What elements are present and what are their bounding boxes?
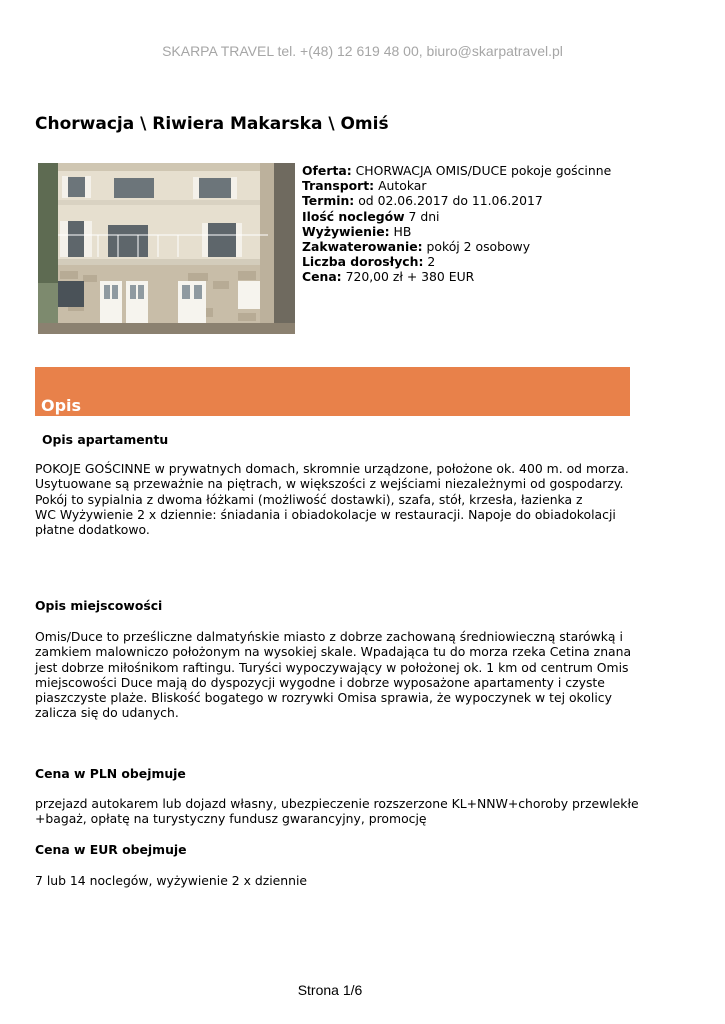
offer-row-cena: Cena: 720,00 zł + 380 EUR — [302, 269, 475, 285]
heading-opis-miejscowosci: Opis miejscowości — [35, 598, 163, 613]
page-header-contact: SKARPA TRAVEL tel. +(48) 12 619 48 00, biuro@skarpatravel.pl — [162, 43, 563, 59]
heading-opis-apartamentu: Opis apartamentu — [42, 432, 169, 447]
offer-details — [302, 163, 702, 285]
paragraph-cena-eur: 7 lub 14 noclegów, wyżywienie 2 x dziennie — [35, 873, 308, 888]
offer-row-oferta: Oferta: CHORWACJA OMIS/DUCE pokoje gościnne — [302, 163, 612, 178]
page-title: Chorwacja \ Riwiera Makarska \ Omiś — [35, 114, 389, 134]
page-number: Strona 1/6 — [297, 982, 363, 998]
offer-row-wyzywienie: Wyżywienie: HB — [302, 223, 412, 239]
paragraph-miejscowosc: Omis/Duce to prześliczne dalmatyńskie miasto z dobrze zachowaną średniowieczną starówką i zamkiem malowniczo położonym na wysokiej skale. Wpadająca tu do morza rzeka Cetina znana jest dobrze miłośnikom raftingu. Turyści wypoczywający w położonej ok. 1 km od centrum Omis miejscowości Duce mają do dyspozycji wygodne i dobrze wyposażone apartamenty i czyste piaszczyste plaże. Bliskość bogatego w rozrywki Omisa sprawia, że wypoczynek w tej okolicy zalicza się do udanych. — [35, 629, 632, 721]
heading-cena-pln: Cena w PLN obejmuje — [35, 766, 186, 781]
offer-row-zakwaterowanie: Zakwaterowanie: pokój 2 osobowy — [302, 238, 531, 254]
heading-cena-eur: Cena w EUR obejmuje — [35, 842, 187, 857]
house-photo — [38, 163, 295, 334]
paragraph-cena-pln: przejazd autokarem lub dojazd własny, ubezpieczenie rozszerzone KL+NNW+choroby przewlekłe +bagaż, opłatę na turystyczny fundusz gwarancyjny, promocję — [35, 796, 639, 827]
offer-row-noclegi: Ilość noclegów 7 dni — [302, 208, 440, 224]
offer-row-termin: Termin: od 02.06.2017 do 11.06.2017 — [302, 193, 543, 209]
section-title: Opis — [41, 396, 82, 415]
paragraph-apartament: POKOJE GOŚCINNE w prywatnych domach, skromnie urządzone, położone ok. 400 m. od morza. Usytuowane są przeważnie na piętrach, w większości z wejściami niezależnymi od gospodarzy. Pokój to sypialnia z dwoma łóżkami (możliwość dostawki), szafa, stół, krzesła, łazienka z WC Wyżywienie 2 x dziennie: śniadania i obiadokolacje w restauracji. Napoje do obiadokolacji płatne dodatkowo. — [35, 461, 629, 538]
offer-row-dorosli: Liczba dorosłych: 2 — [302, 254, 436, 270]
offer-row-transport: Transport: Autokar — [302, 178, 427, 194]
section-bar-opis — [35, 367, 630, 416]
